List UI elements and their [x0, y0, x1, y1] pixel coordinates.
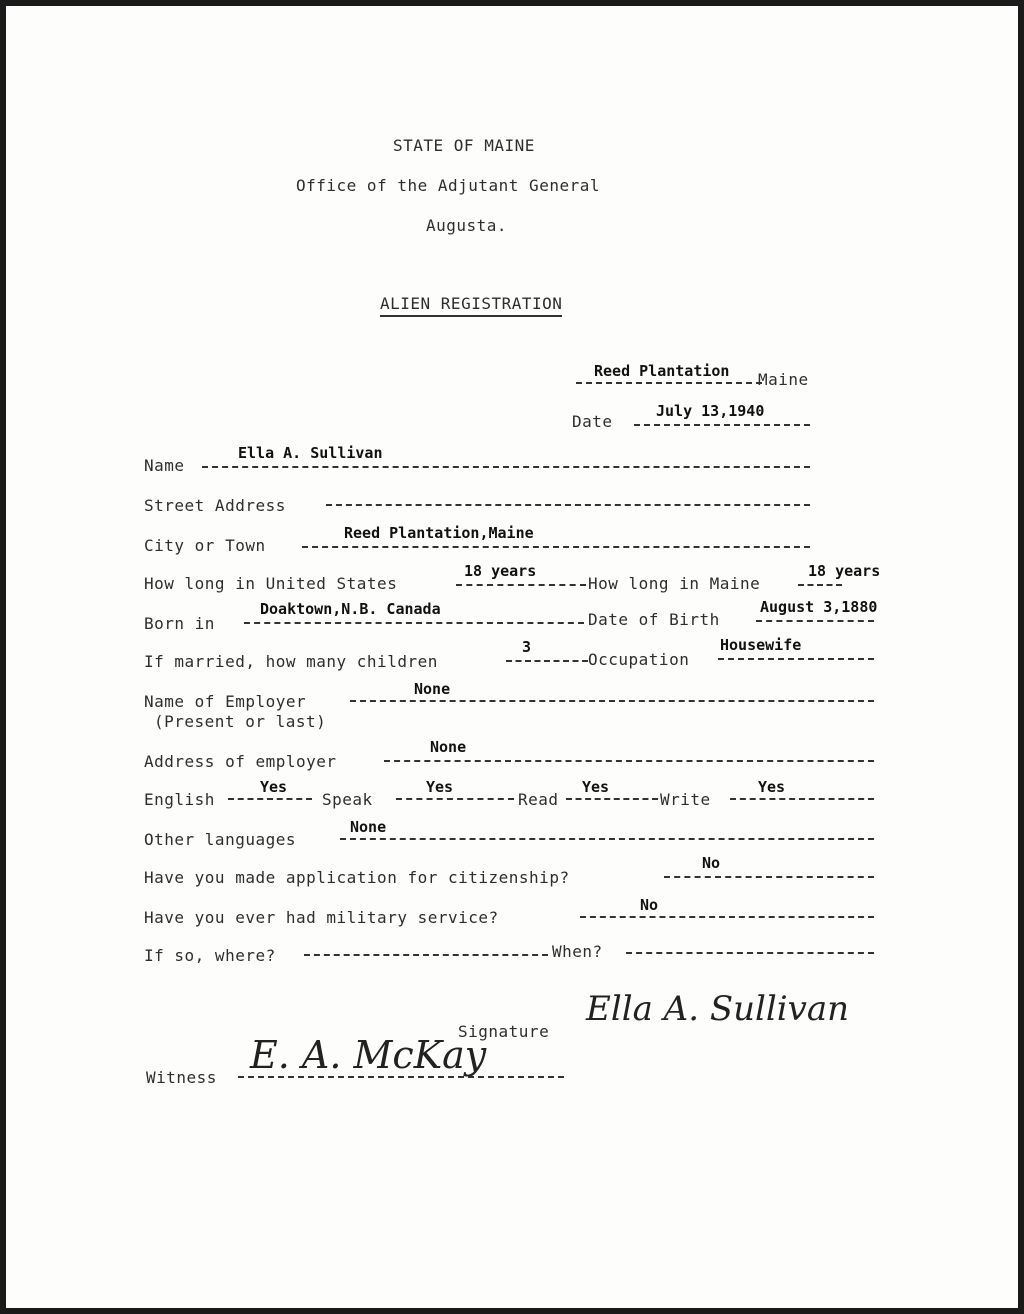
location-line: [576, 382, 762, 384]
born-in-line: [244, 622, 584, 624]
maine-years-value: 18 years: [808, 562, 881, 580]
city-value: Reed Plantation,Maine: [344, 524, 534, 542]
occupation-value: Housewife: [720, 636, 802, 654]
citizenship-label: Have you made application for citizenship?: [144, 868, 570, 887]
other-languages-label: Other languages: [144, 830, 296, 849]
location-suffix: Maine: [758, 370, 809, 389]
dob-line: [756, 620, 874, 622]
other-languages-value: None: [350, 818, 387, 836]
employer-address-value: None: [430, 738, 467, 756]
dob-value: August 3,1880: [760, 598, 878, 616]
children-label: If married, how many children: [144, 652, 438, 671]
read-label: Read: [518, 790, 559, 809]
street-line: [326, 504, 810, 506]
where-label: If so, where?: [144, 946, 276, 965]
military-value: No: [640, 896, 659, 914]
english-label: English: [144, 790, 215, 809]
speak-line: [396, 798, 514, 800]
registration-form: [6, 6, 1018, 1308]
employer-label: Name of Employer: [144, 692, 307, 711]
speak-value: Yes: [426, 778, 454, 796]
office-heading: Office of the Adjutant General: [296, 176, 600, 195]
name-line: [202, 466, 810, 468]
form-title: ALIEN REGISTRATION: [380, 296, 562, 317]
speak-label: Speak: [322, 790, 373, 809]
read-value: Yes: [582, 778, 610, 796]
maine-years-line: [798, 584, 842, 586]
name-label: Name: [144, 456, 185, 475]
employer-value: None: [414, 680, 451, 698]
employer-line: [350, 700, 874, 702]
citizenship-line: [664, 876, 874, 878]
where-line: [304, 954, 548, 956]
us-years-line: [456, 584, 586, 586]
name-value: Ella A. Sullivan: [238, 444, 383, 462]
us-years-value: 18 years: [464, 562, 537, 580]
english-line: [228, 798, 312, 800]
children-line: [506, 660, 588, 662]
signature-value: Ella A. Sullivan: [586, 989, 850, 1029]
english-value: Yes: [260, 778, 288, 796]
us-years-label: How long in United States: [144, 574, 398, 593]
city-label: City or Town: [144, 536, 266, 555]
maine-years-label: How long in Maine: [588, 574, 761, 593]
dob-label: Date of Birth: [588, 610, 720, 629]
city-line: [302, 546, 810, 548]
born-in-value: Doaktown,N.B. Canada: [260, 600, 441, 618]
location-value: Reed Plantation: [594, 362, 730, 380]
employer-address-label: Address of employer: [144, 752, 337, 771]
write-label: Write: [660, 790, 711, 809]
employer-sublabel: (Present or last): [154, 712, 327, 731]
date-label: Date: [572, 412, 613, 431]
occupation-line: [718, 658, 874, 660]
witness-label: Witness: [146, 1068, 217, 1087]
write-line: [730, 798, 874, 800]
witness-value: E. A. McKay: [250, 1033, 487, 1077]
state-heading: STATE OF MAINE: [393, 136, 535, 155]
when-line: [626, 952, 874, 954]
occupation-label: Occupation: [588, 650, 690, 669]
military-label: Have you ever had military service?: [144, 908, 499, 927]
children-value: 3: [522, 638, 532, 656]
signature-label: Signature: [458, 1022, 550, 1041]
other-languages-line: [340, 838, 874, 840]
date-value: July 13,1940: [656, 402, 765, 420]
employer-address-line: [384, 760, 874, 762]
citizenship-value: No: [702, 854, 721, 872]
born-in-label: Born in: [144, 614, 215, 633]
when-label: When?: [552, 942, 603, 961]
city-heading: Augusta.: [426, 216, 508, 235]
street-label: Street Address: [144, 496, 286, 515]
write-value: Yes: [758, 778, 786, 796]
military-line: [580, 916, 874, 918]
read-line: [566, 798, 658, 800]
date-line: [634, 424, 810, 426]
